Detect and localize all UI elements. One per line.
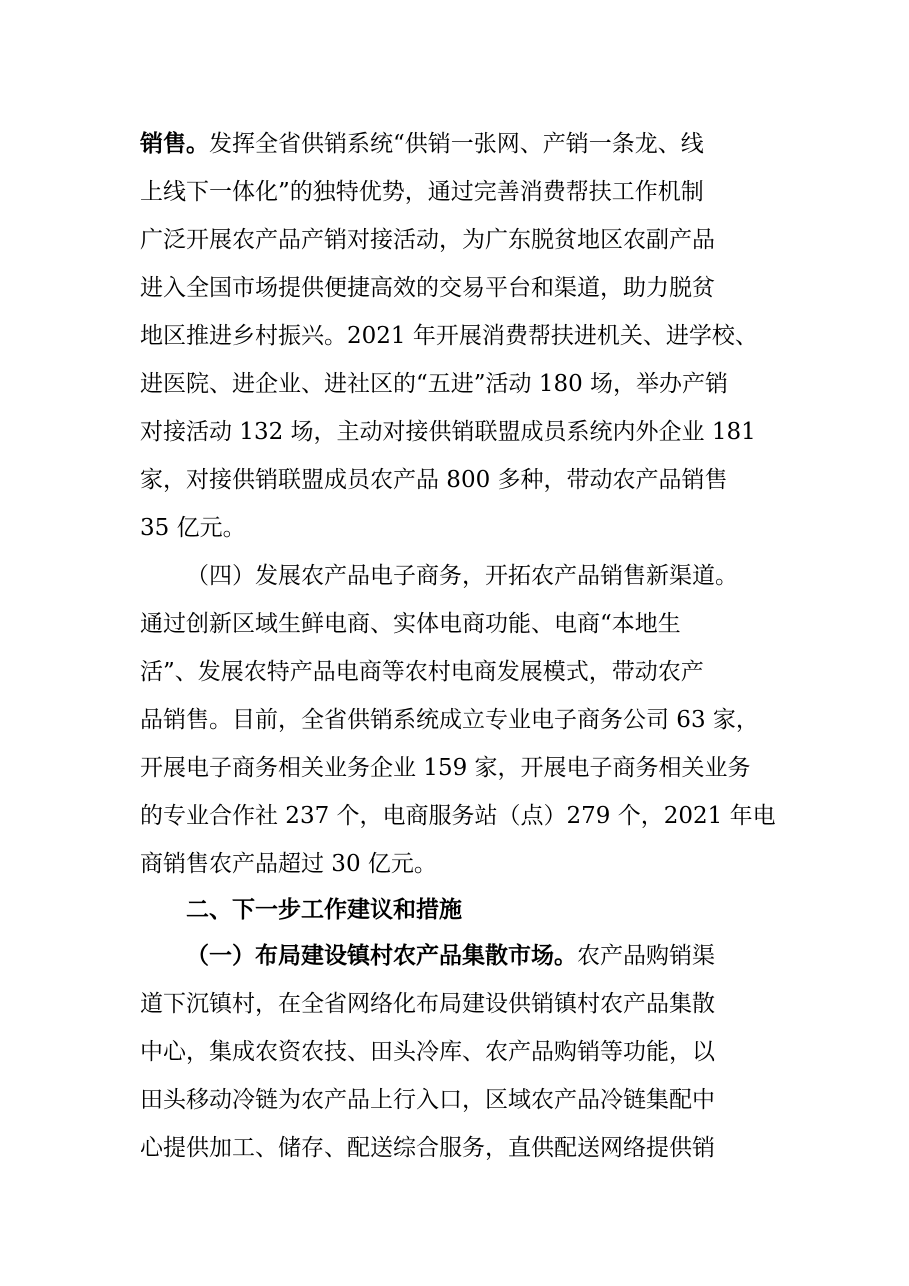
paragraph-2-line-5: 开展电子商务相关业务企业 159 家，开展电子商务相关业务 [140,755,751,781]
paragraph-1-line-4: 进入全国市场提供便捷高效的交易平台和渠道，助力脱贫 [140,275,715,301]
paragraph-3-line-5: 心提供加工、储存、配送综合服务，直供配送网络提供销 [140,1135,715,1161]
paragraph-3-line-3: 中心，集成农资农技、田头冷库、农产品购销等功能，以 [140,1039,715,1065]
paragraph-1-lead-bold: 销售。 [140,131,209,157]
paragraph-2-line-3: 活”、发展农特产品电商等农村电商发展模式，带动农产 [140,659,704,685]
paragraph-3-lead-bold: （一）布局建设镇村农产品集散市场。 [186,943,577,969]
paragraph-1-line-9: 35 亿元。 [140,515,246,541]
paragraph-1-line-8: 家，对接供销联盟成员农产品 800 多种，带动农产品销售 [140,467,728,493]
paragraph-1-line-5: 地区推进乡村振兴。2021 年开展消费帮扶进机关、进学校、 [140,323,758,349]
paragraph-3-line-2: 道下沉镇村，在全省网络化布局建设供销镇村农产品集散 [140,991,715,1017]
paragraph-2-line-7: 商销售农产品超过 30 亿元。 [140,851,437,877]
paragraph-1-line-1 [140,124,704,164]
paragraph-2-line-6: 的专业合作社 237 个，电商服务站（点）279 个，2021 年电 [140,803,776,829]
paragraph-2-line-1: （四）发展农产品电子商务，开拓农产品销售新渠道。 [186,563,738,589]
section-heading: 二、下一步工作建议和措施 [186,897,462,923]
paragraph-3-line-1 [186,936,715,976]
paragraph-1-line-6: 进医院、进企业、进社区的“五进”活动 180 场，举办产销 [140,371,729,397]
paragraph-3-line-4: 田头移动冷链为农产品上行入口，区域农产品冷链集配中 [140,1087,715,1113]
paragraph-2-line-2: 通过创新区域生鲜电商、实体电商功能、电商“本地生 [140,611,681,637]
paragraph-1-line-2: 上线下一体化”的独特优势，通过完善消费帮扶工作机制 [140,179,704,205]
paragraph-1-line-1-text: 发挥全省供销系统“供销一张网、产销一条龙、线 [209,131,704,157]
paragraph-1-line-7: 对接活动 132 场，主动对接供销联盟成员系统内外企业 181 [140,419,756,445]
paragraph-1-line-3: 广泛开展农产品产销对接活动，为广东脱贫地区农副产品 [140,227,715,253]
paragraph-2-line-4: 品销售。目前，全省供销系统成立专业电子商务公司 63 家， [140,707,759,733]
paragraph-3-line-1-text: 农产品购销渠 [577,943,715,969]
